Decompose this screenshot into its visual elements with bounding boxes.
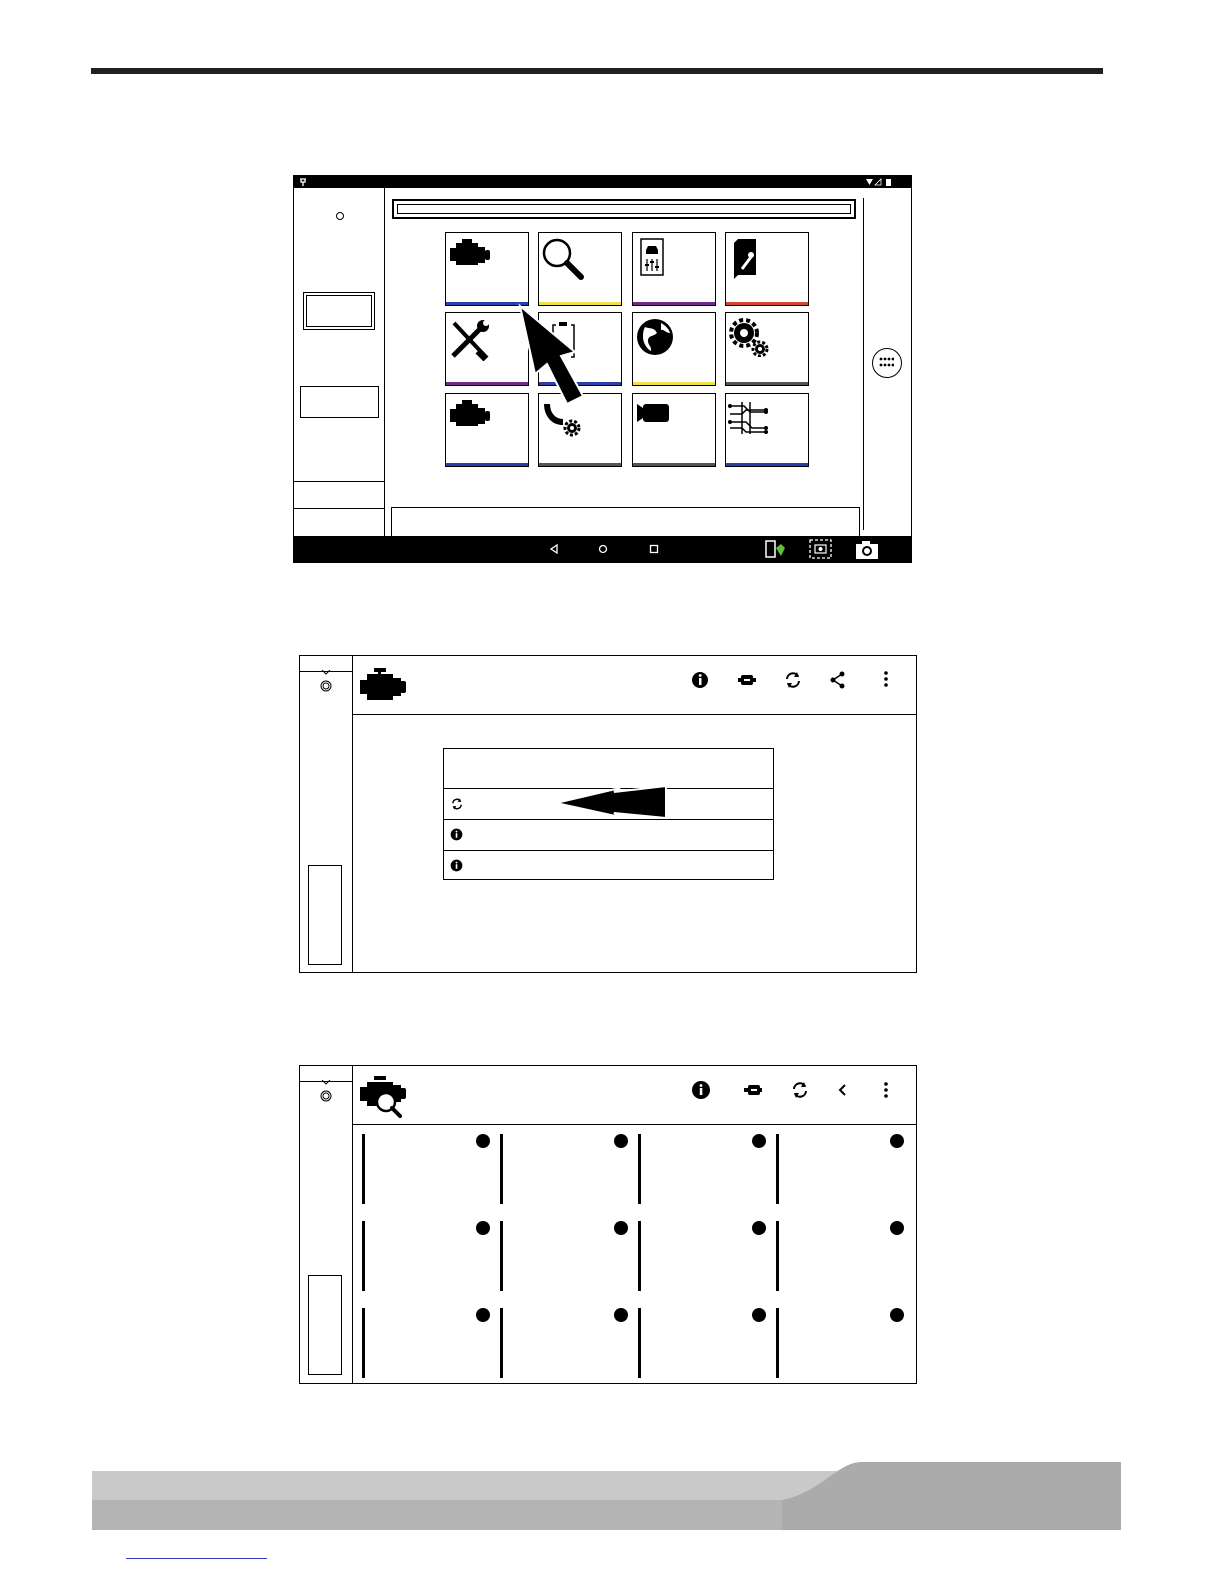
gears-icon [728,317,772,357]
toolbar [353,1066,916,1125]
status-dot-icon [476,1308,490,1322]
rail-panel [308,865,342,965]
status-dot-icon [890,1221,904,1235]
tile-color-strip [726,463,808,466]
status-indicator [336,212,344,220]
chevron-down-icon[interactable] [321,670,331,675]
system-tile[interactable] [638,1308,776,1380]
more-options-icon[interactable] [876,1080,896,1100]
refresh-icon [450,797,464,811]
status-dot-icon [752,1221,766,1235]
status-dot-icon [614,1308,628,1322]
signal-battery-icon [865,178,895,186]
globe-icon [635,317,675,357]
toolbar [353,656,916,715]
car-adjust-icon [635,237,665,277]
system-tile[interactable] [362,1221,500,1293]
engine-mode-icon[interactable] [743,1080,763,1100]
share-icon[interactable] [833,1080,853,1100]
more-options-icon[interactable] [876,670,896,690]
tile-video[interactable] [632,393,716,467]
tile-color-strip [633,302,715,305]
right-divider [863,198,864,530]
tile-service-manual[interactable] [725,232,809,306]
info-icon [450,828,463,841]
system-tile-bar [500,1134,503,1204]
status-bar [294,176,911,188]
tablet-home-screen [293,175,912,563]
usb-icon [299,178,307,186]
tile-color-strip [633,382,715,385]
system-tile-bar [500,1308,503,1378]
status-dot-icon [890,1308,904,1322]
tile-diagnostics[interactable] [445,232,529,306]
back-icon[interactable] [549,544,559,554]
tile-color-strip [726,382,808,385]
system-tile-bar [362,1221,365,1291]
vehicle-button[interactable] [303,292,375,330]
system-tile[interactable] [776,1308,914,1380]
magnifier-icon [541,237,587,281]
pointer-arrow-icon [505,300,595,410]
status-dot-icon [752,1308,766,1322]
engine-icon [448,237,492,269]
screenshot-icon[interactable] [809,539,833,559]
system-tile-bar [362,1134,365,1204]
message-area [391,507,860,537]
tile-color-strip [539,463,621,466]
footer-link-underline [126,1558,267,1559]
system-tile-bar [362,1308,365,1378]
tile-online[interactable] [632,312,716,386]
footer-band [92,1462,1121,1530]
system-tile[interactable] [776,1221,914,1293]
app-drawer-button[interactable] [872,348,902,378]
tile-search[interactable] [538,232,622,306]
system-tile-bar [776,1308,779,1378]
info-icon [450,859,463,872]
system-tile[interactable] [500,1308,638,1380]
status-dot-icon [476,1134,490,1148]
tile-settings[interactable] [725,312,809,386]
system-tile[interactable] [776,1134,914,1206]
info-icon[interactable] [691,1080,711,1100]
pointer-arrow-icon [552,780,677,822]
video-camera-icon [635,398,675,428]
status-dot-icon [890,1134,904,1148]
navigation-bar [294,536,911,562]
recent-apps-icon[interactable] [649,544,659,554]
system-tile[interactable] [638,1221,776,1293]
status-dot-icon [614,1221,628,1235]
header-rule [91,68,1103,74]
status-dot-icon [614,1134,628,1148]
status-dot-icon [752,1134,766,1148]
system-tile-bar [638,1134,641,1204]
exit-icon[interactable] [764,539,786,559]
share-icon[interactable] [828,670,848,690]
engine-icon [358,666,408,704]
system-tile[interactable] [362,1308,500,1380]
rail-panel [308,1275,342,1375]
sidebar-button[interactable] [300,386,379,418]
refresh-icon[interactable] [783,670,803,690]
info-icon[interactable] [690,670,710,690]
system-tile[interactable] [362,1134,500,1206]
home-icon[interactable] [598,544,608,554]
system-tile-bar [638,1308,641,1378]
system-grid [362,1134,914,1382]
chevron-down-icon[interactable] [321,1080,331,1085]
wiring-icon [728,398,770,436]
apps-grid-icon [879,357,894,368]
system-tile-bar [500,1221,503,1291]
tile-vehicle-adjust[interactable] [632,232,716,306]
tile-color-strip [446,463,528,466]
tile-color-strip [633,463,715,466]
system-tile-bar [638,1221,641,1291]
system-tile[interactable] [500,1134,638,1206]
connection-icon [320,1090,332,1102]
tile-color-strip [726,302,808,305]
title-bar [392,199,856,219]
dialog-option-info[interactable] [444,850,773,881]
sidebar-panel [294,188,385,536]
connection-icon [320,680,332,692]
system-tile-bar [776,1134,779,1204]
system-grid-screen [299,1065,917,1384]
refresh-icon[interactable] [790,1080,810,1100]
left-rail [300,1066,353,1383]
engine-icon [448,398,492,430]
system-tile-bar [776,1221,779,1291]
divider [294,508,384,509]
tile-wiring[interactable] [725,393,809,467]
tools-icon [448,317,492,361]
engine-scan-icon [358,1074,410,1118]
engine-mode-icon[interactable] [737,670,757,690]
system-tile[interactable] [500,1221,638,1293]
dialog-option-info[interactable] [444,819,773,850]
divider [294,481,384,482]
status-dot-icon [476,1221,490,1235]
system-tile[interactable] [638,1134,776,1206]
left-rail [300,656,353,972]
camera-icon[interactable] [854,538,880,560]
manual-wrench-icon [728,237,758,281]
